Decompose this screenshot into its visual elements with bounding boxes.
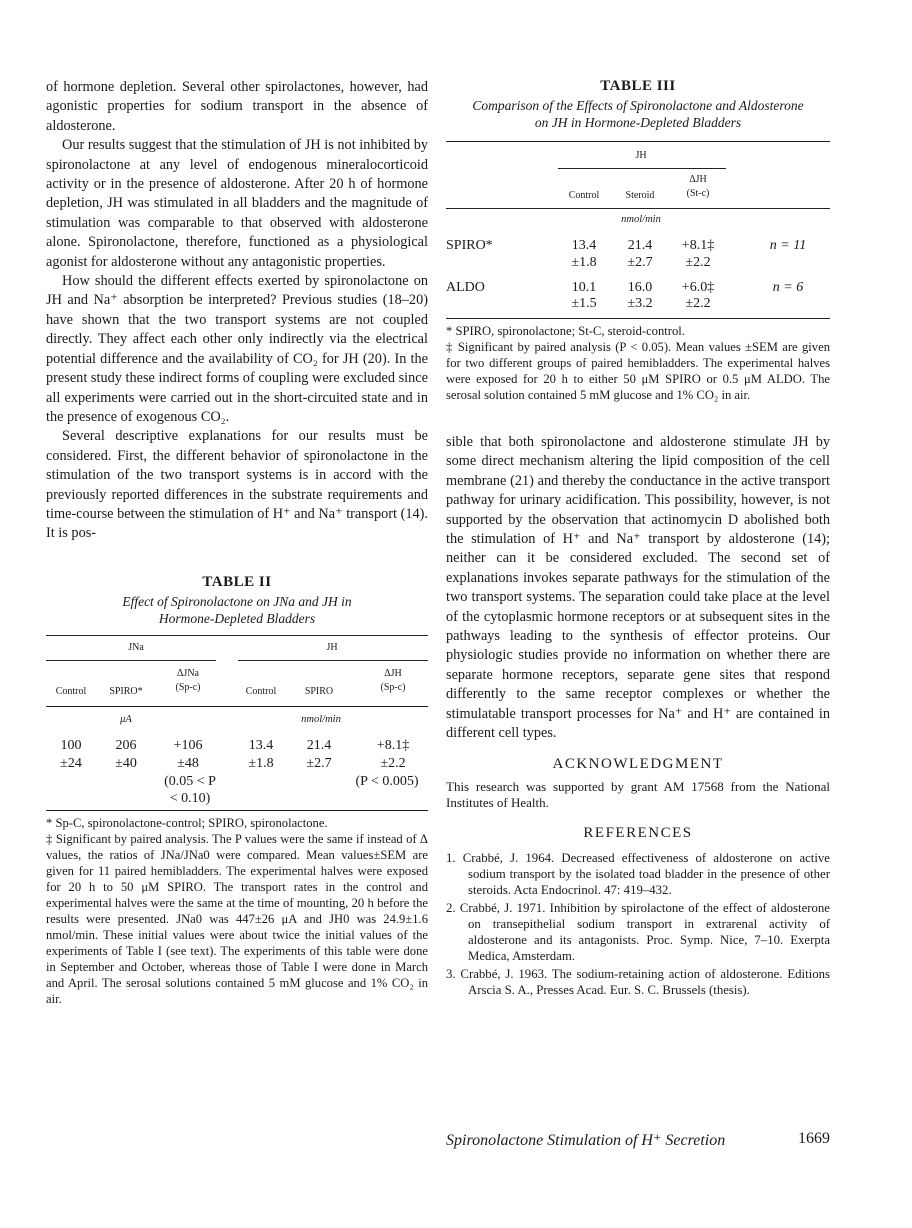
column-header: ΔJH [689,174,707,185]
table-footnote: ‡ Significant by paired analysis (P < 0.05). Mean values ±SEM are given for two different groups of paired hemibladders. The experimental halves were exposed for 20 h to either 50 μM SPIRO or 0.5 μM ALDO. The serosal solution contained 5 mM glucose and 1% CO₂ in air. [446,340,830,402]
unit-label: nmol/min [301,713,341,725]
table-cell: 13.4 [248,737,274,753]
unit-label: μA [120,713,132,725]
table-caption: Effect of Spironolactone on JNa and JH in Hormone-Depleted Bladders [122,593,352,626]
column-header: (Sp-c) [175,681,201,693]
table-cell: ±48 [177,755,199,771]
column-header: Control [55,685,87,697]
table-footnote: * SPIRO, spironolactone; St-C, steroid-control. [446,324,685,338]
paragraph: Our results suggest that the stimulation of JH is not inhibited by spironolactone at any level of endogenous mineralocorticoid activity or in the presence of aldosterone. After 20 h of hormone depletion, JH was stimulated in all bladders and the magnitude of stimulation was comparable to that observed with aldosterone alone. Spironolactone, therefore, functioned as a physiological agonist for aldosterone without any antagonistic properties. [46,137,428,270]
reference-item: 1. Crabbé, J. 1964. Decreased effectiveness of aldosterone on active sodium transport by the isolated toad bladder in the presence of other steroids. Acta Endocrinol. 47: 419–432. [446,850,830,897]
table-rule [558,168,726,169]
page-number: 1669 [798,1130,830,1147]
table-cell: ±24 [60,755,82,771]
table-cell: 16.0 [627,280,653,295]
row-label: SPIRO* [446,238,493,253]
table-cell: n = 6 [772,280,804,295]
table-cell: +6.0‡ [681,280,715,295]
table-cell: 100 [60,737,82,753]
table-3 [446,78,830,403]
table-cell: 10.1 [571,280,597,295]
left-column [46,78,428,1007]
table-cell: +106 [173,737,203,753]
table-rule [46,660,216,661]
paragraph: How should the different effects exerted by spironolactone on JH and Na⁺ absorption be interpreted? Previous studies (18–20) have shown that the two transport systems are not coupled directly. They affect each other only indirectly via the electrical potential difference and the availability of CO₂ for JH (20). In the present study these indirect forms of coupling were excluded since all experiments were carried out in the short-circuited state and in the presence of exogenous CO₂. [46,273,428,425]
table-body [46,636,428,804]
table-title: TABLE III [600,78,676,94]
running-title: Spironolactone Stimulation of H⁺ Secretion [446,1132,726,1149]
column-header: Control [568,190,600,201]
column-header: ΔJNa [177,667,199,679]
row-label: ALDO [446,280,485,295]
table-cell: 206 [115,737,137,753]
column-header: SPIRO* [109,685,143,697]
table-cell: 21.4 [306,737,332,753]
table-caption: Comparison of the Effects of Spironolactone and Aldosterone on JH in Hormone-Depleted Bladders [472,98,804,130]
table-rule [446,208,830,209]
unit-label: nmol/min [621,214,661,225]
table-cell: (P < 0.005) [355,773,419,789]
table-footnote: ‡ Significant by paired analysis. The P values were the same if instead of Δ values, the ratios of JNa/JNa0 were compared. Mean values±SEM are given for 11 paired hemibladders. The experimental halves were exposed for 20 h to 50 μM SPIRO. The transport rates in the control and experimental halves were the same at the time of mounting, 20 h before the results were presented. JNa0 was 447±26 μA and JH0 was 24.9±1.6 nmol/min. These initial values were about twice the initial values of the experiments of Table I (see text). The experiments of this table were done in September and October, whereas those of Table I were done in March and April. The serosal solutions contained 5 mM glucose and 1% CO₂ in air. [46,831,428,1006]
paragraph: sible that both spironolactone and aldosterone stimulate JH by some direct mechanism altering the lipid composition of the cell membrane (21) and thereby the conductance in the active transport pathway for urinary acidification. This possibility, however, is not supported by the observation that actinomycin D abolished both the stimulation of H⁺ and Na⁺ transport by aldosterone (14); neither can it be considered excluded. The second set of explanations invokes separate pathways for the stimulation of the two transport systems. The separation could take place at the level of the cytoplasmic hormone receptors or at subsequent sites in the pathways leading to the synthesis of effector proteins. Our physiologic studies provide no information on whether there are separate hormone receptors, separate gene sites that respond differently to the same receptor complexes or whether the stimulatable transport processes for Na⁺ and H⁺ are contained in different cell types. [446,434,830,742]
table-rule [46,706,428,707]
table-footnote: * Sp-C, spironolactone-control; SPIRO, spironolactone. [46,815,328,830]
right-column [446,78,830,998]
table-cell: n = 11 [769,238,807,253]
table-cell: ±40 [115,755,137,771]
column-group-header: JH [635,150,647,161]
column-header: (Sp-c) [380,681,406,693]
table-body [446,142,830,310]
column-header: Steroid [625,190,655,201]
reference-item: 3. Crabbé, J. 1963. The sodium-retaining action of aldosterone. Editions Arscia S. A., Presses Acad. Eur. S. C. Brussels (thesis). [446,966,830,997]
table-cell: (0.05 < P [164,773,216,789]
column-header: (St-c) [686,188,710,199]
reference-item: 2. Crabbé, J. 1971. Inhibition by spirolactone of the effect of aldosterone on transepithelial sodium transport in extrarenal activity of aldosterone and its antagonists. Proc. Symp. Nice, 7–10. Exerpta Medica, Amsterdam. [446,900,830,963]
table-cell: ±2.7 [306,755,332,771]
paragraph: of hormone depletion. Several other spirolactones, however, had agonistic properties for sodium transport in the absence of aldosterone. [46,79,428,134]
table-cell: ±1.8 [571,255,597,270]
table-cell: ±1.8 [248,755,274,771]
column-header: ΔJH [384,667,402,679]
page-footer [446,1130,830,1150]
table-title: TABLE II [202,573,272,590]
table-rule [446,318,830,319]
reference-list [446,850,830,998]
table-cell: 13.4 [571,238,597,253]
paragraph: Several descriptive explanations for our results must be considered. First, the different behavior of spironolactone in the stimulation of the two transport systems is in accord with the previously reported differences in the substrate requirements and time-course between the stimulation of H⁺ and Na⁺ transport (14). It is pos- [46,428,428,542]
section-heading: REFERENCES [583,824,693,841]
table-rule [46,810,428,811]
column-header: Control [245,685,277,697]
acknowledgment-text: This research was supported by grant AM 17568 from the National Institutes of Health. [446,778,830,810]
table-2 [46,574,428,1007]
column-group-header: JH [326,641,338,653]
section-heading: ACKNOWLEDGMENT [552,755,724,772]
table-cell: +8.1‡ [376,737,410,753]
table-cell: ±2.2 [685,296,711,311]
table-cell: 21.4 [627,238,653,253]
table-rule [238,660,428,661]
table-cell: ±1.5 [571,296,597,311]
table-cell: ±2.2 [380,755,406,771]
table-cell: ±2.2 [685,255,711,270]
table-cell: ±2.7 [627,255,653,270]
table-cell: < 0.10) [169,790,211,806]
table-cell: +8.1‡ [681,238,715,253]
table-cell: ±3.2 [627,296,653,311]
column-group-header: JNa [128,641,144,653]
column-header: SPIRO [304,685,334,697]
